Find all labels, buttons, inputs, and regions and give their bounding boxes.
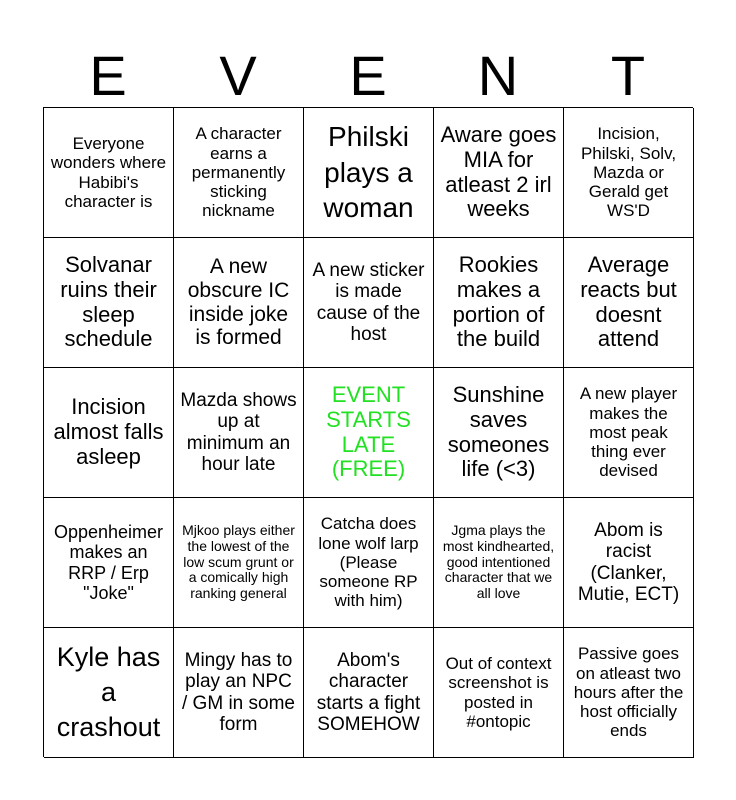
header-letter-t: T xyxy=(610,44,646,107)
bingo-cell-r5c5[interactable]: Passive goes on atleast two hours after the host officially ends xyxy=(564,628,694,758)
bingo-cell-r5c3[interactable]: Abom's character starts a fight SOMEHOW xyxy=(304,628,434,758)
bingo-cell-free[interactable]: EVENT STARTS LATE (FREE) xyxy=(304,368,434,498)
bingo-cell-r1c5[interactable]: Incision, Philski, Solv, Mazda or Gerald get WS'D xyxy=(564,108,694,238)
bingo-cell-r1c2[interactable]: A character earns a permanently sticking nickname xyxy=(174,108,304,238)
bingo-cell-r4c3[interactable]: Catcha does lone wolf larp (Please someone RP with him) xyxy=(304,498,434,628)
bingo-cell-r4c5[interactable]: Abom is racist (Clanker, Mutie, ECT) xyxy=(564,498,694,628)
bingo-cell-r5c4[interactable]: Out of context screenshot is posted in #ontopic xyxy=(434,628,564,758)
bingo-cell-r1c1[interactable]: Everyone wonders where Habibi's character is xyxy=(44,108,174,238)
header-letter-e: E xyxy=(89,44,127,107)
header-letter-e2: E xyxy=(349,44,387,107)
bingo-cell-r3c1[interactable]: Incision almost falls asleep xyxy=(44,368,174,498)
bingo-cell-r2c2[interactable]: A new obscure IC inside joke is formed xyxy=(174,238,304,368)
header-letter-v: V xyxy=(219,44,257,107)
bingo-cell-r4c2[interactable]: Mjkoo plays either the lowest of the low scum grunt or a comically high ranking general xyxy=(174,498,304,628)
bingo-cell-r3c4[interactable]: Sunshine saves someones life (<3) xyxy=(434,368,564,498)
bingo-cell-r2c1[interactable]: Solvanar ruins their sleep schedule xyxy=(44,238,174,368)
bingo-cell-r3c5[interactable]: A new player makes the most peak thing ever devised xyxy=(564,368,694,498)
bingo-header xyxy=(43,44,693,108)
bingo-cell-r4c1[interactable]: Oppenheimer makes an RRP / Erp "Joke" xyxy=(44,498,174,628)
bingo-cell-r1c4[interactable]: Aware goes MIA for atleast 2 irl weeks xyxy=(434,108,564,238)
bingo-cell-r4c4[interactable]: Jgma plays the most kindhearted, good intentioned character that we all love xyxy=(434,498,564,628)
bingo-cell-r5c2[interactable]: Mingy has to play an NPC / GM in some form xyxy=(174,628,304,758)
header-letter-n: N xyxy=(477,44,519,107)
bingo-cell-r2c5[interactable]: Average reacts but doesnt attend xyxy=(564,238,694,368)
bingo-cell-r1c3[interactable]: Philski plays a woman xyxy=(304,108,434,238)
bingo-board xyxy=(43,107,693,757)
bingo-cell-r5c1[interactable]: Kyle has a crashout xyxy=(44,628,174,758)
bingo-cell-r3c2[interactable]: Mazda shows up at minimum an hour late xyxy=(174,368,304,498)
bingo-cell-r2c3[interactable]: A new sticker is made cause of the host xyxy=(304,238,434,368)
bingo-cell-r2c4[interactable]: Rookies makes a portion of the build xyxy=(434,238,564,368)
